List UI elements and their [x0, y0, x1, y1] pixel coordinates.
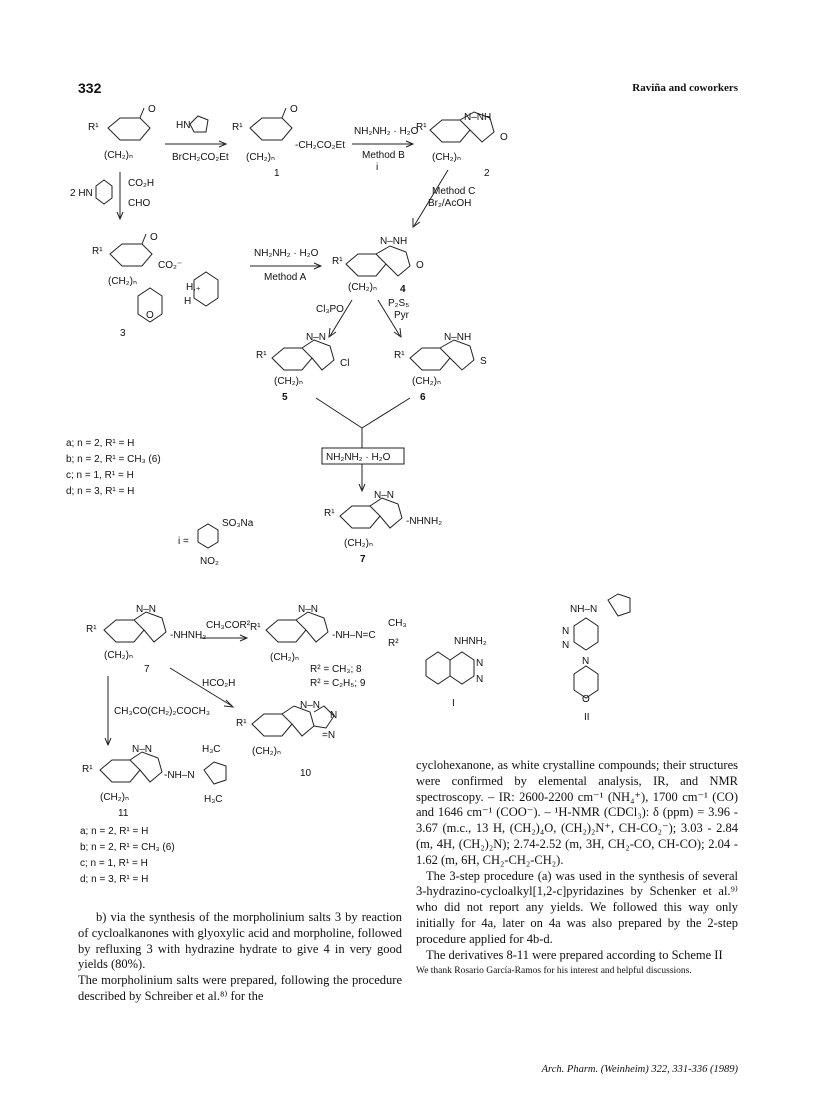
legend-scheme2: a; n = 2, R¹ = H b; n = 2, R¹ = CH₃ (6) c; n = 1, R¹ = H d; n = 3, R¹ = H	[80, 826, 175, 885]
svg-text:CO₂H: CO₂H	[128, 178, 155, 189]
svg-text:Method C: Method C	[432, 186, 476, 197]
label-compound-3: 3	[120, 328, 126, 339]
svg-text:R²: R²	[388, 638, 399, 649]
svg-text:(CH₂)ₙ: (CH₂)ₙ	[252, 746, 281, 757]
svg-text:O: O	[290, 104, 298, 115]
svg-text:II: II	[584, 712, 590, 723]
svg-text:R¹: R¹	[416, 122, 427, 133]
svg-text:NHNH₂: NHNH₂	[454, 636, 487, 647]
running-title: Raviña and coworkers	[632, 82, 738, 94]
svg-text:O: O	[416, 260, 424, 271]
svg-text:Pyr: Pyr	[394, 310, 409, 321]
svg-text:HCO₂H: HCO₂H	[202, 678, 236, 689]
structure-4	[346, 246, 410, 276]
svg-text:R¹: R¹	[250, 622, 261, 633]
svg-text:CH₃COR²: CH₃COR²	[206, 620, 251, 631]
structure-nitrobenzenesulfonate	[198, 524, 218, 548]
label-compound-2: 2	[484, 168, 490, 179]
svg-text:SO₃Na: SO₃Na	[222, 518, 254, 529]
svg-text:Cl: Cl	[340, 358, 350, 369]
structure-7	[340, 498, 402, 528]
page-number: 332	[78, 80, 102, 96]
acknowledgement: We thank Rosario García-Ramos for his interest and helpful discussions.	[416, 966, 692, 977]
svg-text:H: H	[184, 296, 192, 307]
left-paragraph-1: b) via the synthesis of the morpholinium salts 3 by reaction of cycloalkanones with glyoxylic acid and morpholine, followed by refluxing 3 with hydrazine hydrate to give 4 in very good yields (80%).	[78, 910, 402, 972]
svg-text:(CH₂)ₙ: (CH₂)ₙ	[104, 650, 133, 661]
svg-text:-NHNH₂: -NHNH₂	[406, 516, 443, 527]
svg-text:N–NH: N–NH	[464, 112, 492, 123]
svg-text:R¹: R¹	[394, 350, 405, 361]
structure-6	[410, 340, 474, 370]
svg-text:N: N	[476, 674, 484, 685]
svg-text:(CH₂)ₙ: (CH₂)ₙ	[274, 376, 303, 387]
step1-reagent: BrCH₂CO₂Et	[172, 152, 229, 163]
svg-text:CH₃CO(CH₂)₂COCH₃: CH₃CO(CH₂)₂COCH₃	[114, 706, 210, 717]
svg-text:NH–N: NH–N	[570, 604, 598, 615]
svg-text:11: 11	[118, 808, 129, 819]
svg-text:N: N	[476, 658, 484, 669]
structure-cycloalkanone	[108, 108, 150, 140]
svg-text:H₃C: H₃C	[202, 744, 221, 755]
svg-text:CH₃: CH₃	[388, 618, 407, 629]
structure-pyrrolidine	[190, 116, 208, 132]
journal-footer: Arch. Pharm. (Weinheim) 322, 331-336 (1989)	[541, 1064, 738, 1075]
svg-text:N: N	[582, 656, 590, 667]
label-compound-7: 7	[360, 554, 366, 565]
svg-text:O: O	[148, 104, 156, 115]
svg-text:H‚₊: H‚₊	[186, 282, 201, 293]
svg-text:-NH–N=C: -NH–N=C	[332, 630, 376, 641]
label-compound-5: 5	[282, 392, 288, 403]
svg-text:N–N: N–N	[298, 604, 319, 615]
svg-text:Cl₃PO: Cl₃PO	[316, 304, 344, 315]
svg-text:-NH–N: -NH–N	[164, 770, 195, 781]
right-paragraph-1: cyclohexanone, as white crystalline compounds; their structures were confirmed by elemental analysis, IR, and NMR spectroscopy. – IR: 2600-2200 cm⁻¹ (NH₄⁺), 1700 cm⁻¹ (CO) and 1646 cm⁻¹ (COO⁻). – ¹H-NMR (CDCl₃): δ (ppm) = 3.96 - 3.67 (m.c., 13 H, (CH₂)₄O, (CH₂)₂N⁺, CH-CO₂⁻); 3.03 - 2.84 (m, 4H, (CH₂)₂N); 2.74-2.52 (m, 3H, CH₂-CO, CH-CO); 2.04 - 1.62 (m, 6H, CH₂-CH₂-CH₂).	[416, 758, 738, 867]
label-compound-1: 1	[274, 168, 280, 179]
svg-text:N: N	[562, 640, 570, 651]
svg-text:R¹: R¹	[88, 122, 99, 133]
svg-text:N–N: N–N	[306, 332, 327, 343]
right-paragraph-2: The 3-step procedure (a) was used in the synthesis of several 3-hydrazino-cycloalkyl[1,2-c]pyridazines by Schenker et al.⁹⁾ who did not report any yields. We followed this way only initially for 4a, later on 4a was also prepared by the 2-step procedure applied for 4b-d.	[416, 868, 738, 946]
svg-text:R¹: R¹	[256, 350, 267, 361]
svg-text:R¹: R¹	[236, 718, 247, 729]
svg-text:O: O	[146, 310, 154, 321]
svg-text:H₃C: H₃C	[204, 794, 223, 805]
structure-5	[272, 340, 334, 370]
svg-text:R² = CH₃; 8: R² = CH₃; 8	[310, 664, 362, 675]
svg-text:Method B: Method B	[362, 150, 405, 161]
left-column	[78, 910, 402, 1005]
svg-text:N: N	[562, 626, 570, 637]
svg-text:N–N: N–N	[136, 604, 157, 615]
svg-text:R¹: R¹	[232, 122, 243, 133]
svg-text:N–N: N–N	[132, 744, 153, 755]
svg-text:(CH₂)ₙ: (CH₂)ₙ	[344, 538, 373, 549]
svg-text:=N: =N	[322, 730, 336, 741]
svg-text:i: i	[376, 162, 379, 173]
svg-text:Method A: Method A	[264, 272, 307, 283]
svg-text:N: N	[330, 710, 338, 721]
svg-text:(CH₂)ₙ: (CH₂)ₙ	[246, 152, 275, 163]
svg-text:(CH₂)ₙ: (CH₂)ₙ	[104, 150, 133, 161]
svg-text:O: O	[150, 232, 158, 243]
svg-text:(CH₂)ₙ: (CH₂)ₙ	[348, 282, 377, 293]
svg-text:CHO: CHO	[128, 198, 151, 209]
structure-11	[100, 752, 226, 784]
structure-8-9	[266, 612, 328, 642]
svg-text:7: 7	[144, 664, 150, 675]
svg-text:10: 10	[300, 768, 312, 779]
svg-text:-NHNH₂: -NHNH₂	[170, 630, 207, 641]
svg-text:R¹: R¹	[332, 256, 343, 267]
svg-text:N–N: N–N	[300, 700, 321, 711]
boxed-reagent: NH₂NH₂ · H₂O	[326, 452, 391, 463]
svg-text:(CH₂)ₙ: (CH₂)ₙ	[108, 276, 137, 287]
structure-I	[426, 652, 474, 684]
svg-text:P₂S₅: P₂S₅	[388, 298, 410, 309]
svg-text:Br₂/AcOH: Br₂/AcOH	[428, 198, 472, 209]
pyrrolidine-label: HN	[176, 120, 191, 131]
label-compound-4: 4	[400, 284, 406, 295]
svg-text:(CH₂)ₙ: (CH₂)ₙ	[100, 792, 129, 803]
right-column	[416, 758, 738, 977]
svg-text:I: I	[452, 698, 455, 709]
right-paragraph-3: The derivatives 8-11 were prepared according to Scheme II	[426, 947, 723, 962]
svg-text:N–N: N–N	[374, 490, 395, 501]
structure-7-scheme2	[104, 612, 166, 642]
svg-text:O: O	[500, 132, 508, 143]
svg-text:(CH₂)ₙ: (CH₂)ₙ	[412, 376, 441, 387]
structure-1	[250, 108, 292, 140]
svg-text:R¹: R¹	[82, 764, 93, 775]
svg-text:(CH₂)ₙ: (CH₂)ₙ	[432, 152, 461, 163]
svg-text:(CH₂)ₙ: (CH₂)ₙ	[270, 652, 299, 663]
svg-text:N–NH: N–NH	[380, 236, 408, 247]
svg-text:R² = C₂H₅; 9: R² = C₂H₅; 9	[310, 678, 366, 689]
svg-text:i =: i =	[178, 536, 189, 547]
svg-text:-CH₂CO₂Et: -CH₂CO₂Et	[295, 140, 345, 151]
svg-text:NH₂NH₂ · H₂O: NH₂NH₂ · H₂O	[354, 126, 419, 137]
svg-text:R¹: R¹	[92, 246, 103, 257]
svg-text:O: O	[582, 694, 590, 705]
left-paragraph-2: The morpholinium salts were prepared, following the procedure described by Schreiber et al.⁸⁾ for the	[78, 973, 402, 1003]
svg-text:R¹: R¹	[324, 508, 335, 519]
svg-text:R¹: R¹	[86, 624, 97, 635]
svg-text:2 HN: 2 HN	[70, 188, 93, 199]
svg-text:NO₂: NO₂	[200, 556, 219, 567]
svg-text:CO₂⁻: CO₂⁻	[158, 260, 183, 271]
svg-text:NH₂NH₂ · H₂O: NH₂NH₂ · H₂O	[254, 248, 319, 259]
svg-text:S: S	[480, 356, 487, 367]
legend-scheme1: a; n = 2, R¹ = H b; n = 2, R¹ = CH₃ (6) c; n = 1, R¹ = H d; n = 3, R¹ = H	[66, 438, 161, 497]
svg-text:N–NH: N–NH	[444, 332, 472, 343]
label-compound-6: 6	[420, 392, 426, 403]
